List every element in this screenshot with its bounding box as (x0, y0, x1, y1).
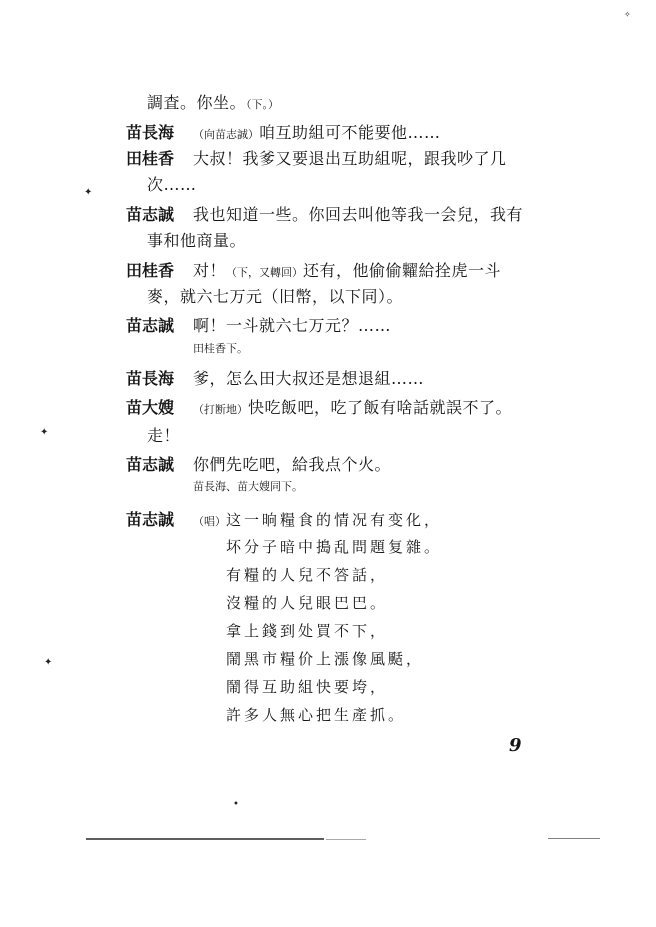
dialogue-continuation: 事和他商量。 (147, 231, 247, 250)
scan-speck: ✧ (624, 10, 631, 19)
stage-direction: 苗長海、苗大嫂同下。 (193, 480, 303, 493)
scan-edge-line (326, 839, 366, 840)
dialogue-text: 快吃飯吧，吃了飯有啥話就誤不了。 (248, 398, 513, 417)
scan-speck: ✦ (40, 427, 49, 438)
speaker-name: 田桂香 (126, 149, 175, 168)
stage-direction: （下，又轉回） (226, 266, 304, 279)
song-line: 坏分子暗中搗乱問題复雜。 (226, 538, 443, 556)
dialogue-line-8 (193, 398, 512, 420)
speaker-name: 苗志誠 (126, 455, 175, 474)
speaker-name: 苗志誠 (126, 205, 175, 224)
song-text: 这一晌糧食的情况有变化， (226, 511, 443, 529)
scan-edge-line (86, 838, 324, 840)
speaker-name: 苗大嫂 (126, 398, 175, 417)
song-line: 沒糧的人兒眼巴巴。 (226, 594, 389, 612)
speaker-name: 苗長海 (126, 369, 175, 388)
dialogue-text: 还有，他偷偷糶給拴虎一斗 (303, 261, 502, 280)
song-line: 許多人無心把生產抓。 (226, 706, 407, 724)
dialogue-text: 对！ (193, 261, 227, 280)
song-line: 有糧的人兒不答話， (226, 566, 389, 584)
dialogue-text: 啊！一斗就六七万元？…… (193, 316, 392, 335)
stage-direction: （向苗志誠） (193, 128, 259, 141)
stage-direction: 田桂香下。 (193, 342, 248, 355)
stage-direction: （打断地） (193, 403, 248, 416)
dialogue-text: 爹，怎么田大叔还是想退組…… (193, 369, 425, 388)
song-line: 拿上錢到处買不下， (226, 622, 389, 640)
dialogue-continuation: 次…… (147, 175, 197, 194)
dialogue-text: 調査。你坐。 (147, 93, 247, 112)
page-number: 9 (509, 735, 522, 756)
song-line: 鬧得互助組快要垮， (226, 678, 389, 696)
scan-edge-line (548, 838, 600, 839)
dialogue-line-1 (147, 93, 279, 115)
scan-speck: ✦ (84, 187, 93, 198)
dialogue-line-5 (193, 261, 501, 283)
dialogue-continuation: 麥，就六七万元（旧幣，以下同）。 (147, 287, 404, 306)
dialogue-line-2 (193, 123, 441, 145)
stage-direction: （下。） (246, 98, 280, 111)
dialogue-text: 你們先吃吧，給我点个火。 (193, 455, 392, 474)
speaker-name: 苗長海 (126, 123, 175, 142)
dialogue-text: 咱互助組可不能要他…… (259, 123, 441, 142)
dialogue-text: 我也知道一些。你回去叫他等我一会兒，我有 (193, 205, 524, 224)
song-line: 鬧黑市糧价上漲像風颳， (226, 650, 425, 668)
stage-direction: （唱） (193, 515, 226, 528)
dialogue-continuation: 走！ (147, 426, 181, 445)
song-line-first (193, 510, 442, 532)
scan-speck: • (233, 799, 239, 810)
scan-speck: ✦ (44, 657, 53, 668)
speaker-name: 苗志誠 (126, 510, 175, 529)
speaker-name: 田桂香 (126, 261, 175, 280)
dialogue-text: 大叔！我爹又要退出互助組呢，跟我吵了几 (193, 149, 507, 168)
speaker-name: 苗志誠 (126, 316, 175, 335)
